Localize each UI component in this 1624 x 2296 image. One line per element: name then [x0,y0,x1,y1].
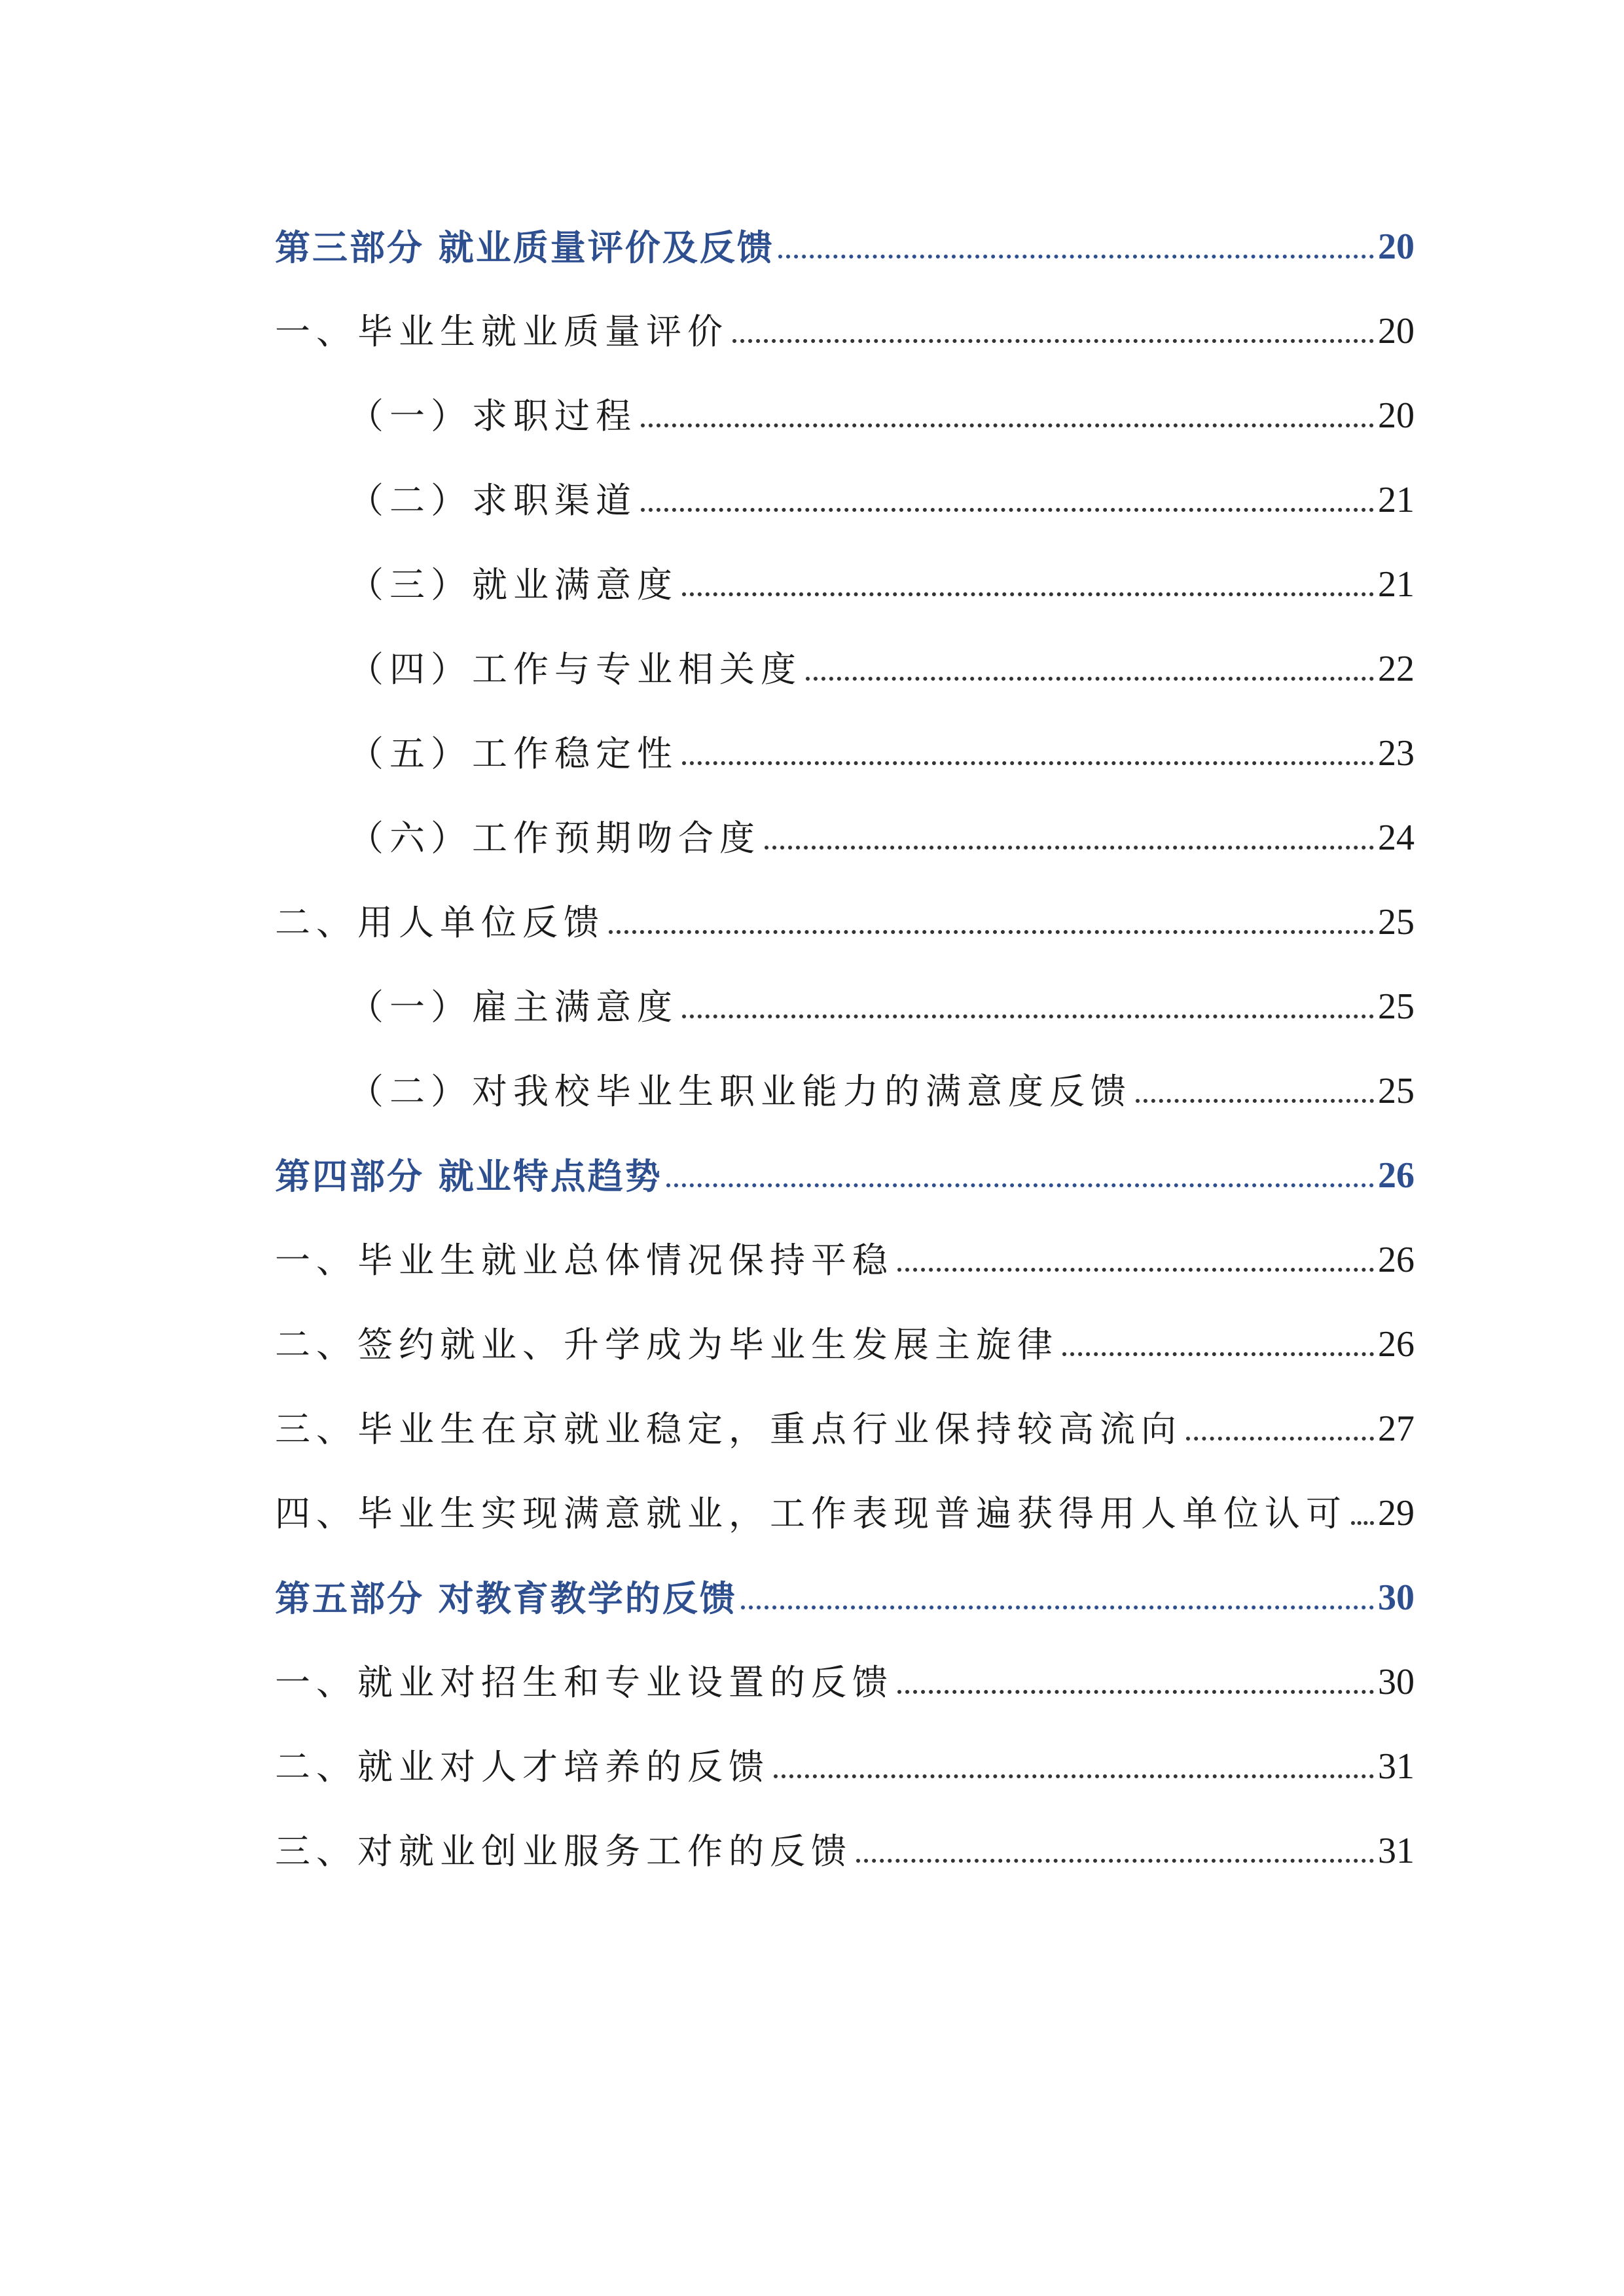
dot-leader [774,1774,1374,1778]
toc-entry-page: 23 [1378,733,1415,774]
dot-leader [609,930,1374,934]
dot-leader [856,1859,1374,1863]
toc-entry-page: 30 [1378,1577,1415,1618]
toc-entry-page: 31 [1378,1746,1415,1787]
toc-entry-label: 二、就业对人才培养的反馈 [275,1746,770,1787]
toc-entry-page: 20 [1378,311,1415,351]
toc-entry[interactable] [275,882,1415,941]
toc-entry-page: 21 [1378,564,1415,605]
toc-entry[interactable] [348,966,1415,1028]
toc-entry-page: 26 [1378,1324,1415,1365]
toc-entry-page: 25 [1378,1071,1415,1111]
toc-entry-page: 26 [1378,1155,1415,1196]
toc-entry-part-4[interactable] [275,1135,1415,1197]
toc-entry[interactable] [275,1473,1415,1532]
toc-entry[interactable] [275,1726,1415,1785]
toc-entry[interactable] [275,1219,1415,1281]
toc-entry-label: （二）对我校毕业生职业能力的满意度反馈 [348,1071,1132,1112]
toc-entry-label: 一、就业对招生和专业设置的反馈 [275,1662,893,1703]
toc-entry[interactable] [348,713,1415,772]
dot-leader [741,1605,1374,1609]
toc-entry[interactable] [348,797,1415,859]
dot-leader [1351,1521,1374,1525]
toc-entry[interactable] [275,1810,1415,1872]
toc-entry-label: 第三部分 就业质量评价及反馈 [275,226,774,268]
toc-entry[interactable] [348,375,1415,437]
toc-entry-label: 三、对就业创业服务工作的反馈 [275,1831,852,1872]
toc-entry-label: 第五部分 对教育教学的反馈 [275,1577,737,1619]
toc-entry[interactable] [275,1641,1415,1703]
toc-entry-label: 二、签约就业、升学成为毕业生发展主旋律 [275,1324,1058,1365]
dot-leader [682,1014,1374,1018]
toc-entry-label: 第四部分 就业特点趋势 [275,1155,662,1197]
dot-leader [765,846,1374,850]
dot-leader [897,1268,1374,1272]
dot-leader [641,423,1374,427]
dot-leader [806,677,1374,681]
toc-entry[interactable] [348,544,1415,603]
dot-leader [682,761,1374,765]
toc-entry-label: 一、毕业生就业质量评价 [275,311,729,352]
toc-entry-label: （三）就业满意度 [348,564,678,605]
toc-entry[interactable] [348,1050,1415,1112]
toc-entry-page: 27 [1378,1408,1415,1449]
toc-entry-page: 31 [1378,1831,1415,1871]
dot-leader [732,339,1374,343]
dot-leader [682,592,1374,596]
toc-entry-label: （一）求职过程 [348,395,637,437]
dot-leader [641,508,1374,512]
toc-entry-page: 25 [1378,986,1415,1027]
dot-leader [666,1183,1374,1187]
toc-entry[interactable] [275,1388,1415,1450]
toc-entry-label: 三、毕业生在京就业稳定，重点行业保持较高流向 [275,1408,1182,1450]
toc-entry-label: （四）工作与专业相关度 [348,649,802,690]
toc-entry-part-5[interactable] [275,1557,1415,1619]
toc-entry-page: 30 [1378,1662,1415,1702]
toc-entry-page: 21 [1378,480,1415,520]
toc-entry-page: 20 [1378,226,1415,267]
dot-leader [1062,1352,1374,1356]
toc-entry-label: 一、毕业生就业总体情况保持平稳 [275,1240,893,1281]
toc-entry-label: （二）求职渠道 [348,480,637,521]
dot-leader [778,255,1374,259]
dot-leader [1186,1437,1374,1441]
toc-entry[interactable] [275,1304,1415,1363]
toc-entry-page: 26 [1378,1240,1415,1280]
toc-entry-part-3[interactable] [275,206,1415,268]
toc-entry-page: 29 [1378,1493,1415,1534]
toc-entry-page: 22 [1378,649,1415,689]
toc-entry-label: （一）雇主满意度 [348,986,678,1028]
toc-entry-label: （六）工作预期吻合度 [348,817,761,859]
toc-entry-label: 四、毕业生实现满意就业，工作表现普遍获得用人单位认可 [275,1493,1347,1534]
toc-entry-page: 20 [1378,395,1415,436]
toc-entry-label: （五）工作稳定性 [348,733,678,774]
toc-entry[interactable] [348,628,1415,690]
toc-entry-page: 25 [1378,902,1415,942]
dot-leader [897,1690,1374,1694]
toc-entry[interactable] [275,291,1415,350]
toc-entry-page: 24 [1378,817,1415,858]
toc-entry[interactable] [348,459,1415,521]
dot-leader [1136,1099,1374,1103]
toc-entry-label: 二、用人单位反馈 [275,902,605,943]
